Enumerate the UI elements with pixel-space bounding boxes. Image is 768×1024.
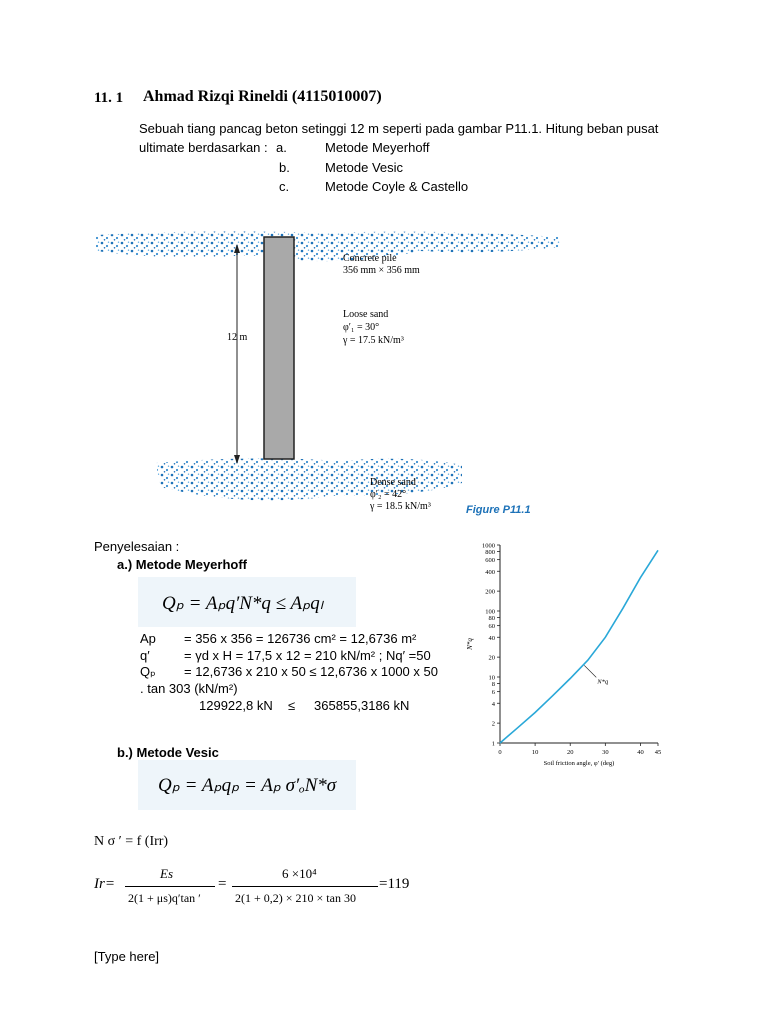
method-b-name: Metode Vesic	[325, 160, 404, 175]
ir-denominator-1: 2(1 + μs)q′tan ′	[128, 891, 201, 905]
x-tick-label: 40	[637, 749, 644, 756]
x-tick-label: 0	[498, 749, 502, 756]
y-tick-label: 8	[491, 680, 495, 688]
y-tick-label: 80	[488, 614, 495, 622]
curve-label-leader	[584, 665, 596, 677]
row-qp-name: Qₚ	[140, 664, 156, 679]
row-q-name: q′	[140, 648, 150, 663]
method-b-letter: b.	[279, 160, 290, 175]
loose-sand-label: Loose sand	[343, 309, 389, 320]
y-tick-label: 4	[491, 700, 495, 708]
row-q-value: = γd x H = 17,5 x 12 = 210 kN/m² ; Nq′ =50	[184, 648, 431, 663]
ir-numerator-2: 6 ×10⁴	[282, 866, 317, 881]
pile-label: Concrete pile	[343, 253, 397, 264]
equation-b: Qₚ = Aₚqₚ = Aₚ σ′ₒN*σ	[158, 775, 337, 796]
y-tick-label: 60	[488, 623, 495, 631]
equation-a: Qₚ = Aₚq′N*q ≤ Aₚqₗ	[162, 593, 323, 614]
x-tick-label: 20	[566, 749, 574, 756]
pile-length-label: 12 m	[227, 332, 248, 343]
problem-line-2: ultimate berdasarkan :	[139, 140, 268, 155]
pile-figure	[90, 225, 570, 530]
y-tick-label: 1	[491, 740, 495, 748]
ir-lhs: Ir=	[94, 876, 115, 892]
equals-sign: =	[218, 876, 227, 892]
meyerhoff-heading: a.) Metode Meyerhoff	[117, 557, 248, 572]
y-tick-label: 800	[485, 548, 495, 556]
x-tick-label: 45	[654, 749, 662, 756]
loose-sand-gamma: γ = 17.5 kN/m³	[343, 335, 404, 346]
method-c-letter: c.	[279, 179, 290, 194]
ir-result: =119	[379, 876, 410, 892]
curve-label: N*q	[597, 678, 609, 686]
nq-chart	[462, 535, 672, 775]
dense-sand-layer	[156, 458, 462, 500]
result-right: 365855,3186 kN	[314, 698, 410, 713]
author-name: Ahmad Rizqi Rineldi (4115010007)	[143, 88, 382, 105]
result-left: 129922,8 kN	[199, 698, 273, 713]
dense-sand-phi: φ′₂ = 42°	[370, 489, 407, 500]
y-tick-label: 200	[485, 588, 495, 596]
problem-line-1: Sebuah tiang pancag beton setinggi 12 m seperti pada gambar P11.1. Hitung beban pusat	[139, 121, 659, 136]
vesic-heading: b.) Metode Vesic	[117, 745, 219, 760]
tan-line: . tan 303 (kN/m²)	[140, 681, 238, 696]
method-a-letter: a.	[276, 140, 287, 155]
row-qp-value: = 12,6736 x 210 x 50 ≤ 12,6736 x 1000 x 50	[184, 664, 438, 679]
y-tick-label: 40	[488, 634, 495, 642]
y-tick-label: 400	[485, 568, 495, 576]
x-tick-label: 30	[602, 749, 609, 756]
y-tick-label: 20	[488, 654, 495, 662]
top-sand-layer	[96, 231, 560, 261]
nq-curve	[500, 550, 658, 743]
method-a-name: Metode Meyerhoff	[325, 140, 430, 155]
loose-sand-phi: φ′₁ = 30°	[343, 322, 380, 333]
figure-caption: Figure P11.1	[466, 504, 531, 516]
y-tick-label: 2	[491, 720, 495, 728]
x-tick-label: 10	[531, 749, 539, 756]
fraction-bar-2	[232, 886, 378, 887]
dense-sand-label: Dense sand	[370, 477, 416, 488]
concrete-pile	[264, 237, 294, 459]
ir-denominator-2: 2(1 + 0,2) × 210 × tan 30	[235, 891, 356, 905]
dense-sand-gamma: γ = 18.5 kN/m³	[370, 501, 431, 512]
y-tick-label: 6	[491, 689, 495, 697]
y-tick-label: 10	[488, 674, 495, 682]
y-tick-label: 600	[485, 557, 495, 565]
y-tick-label: 1000	[482, 542, 495, 550]
fraction-bar-1	[125, 886, 215, 887]
ir-numerator-1: Es	[160, 866, 173, 881]
result-leq: ≤	[288, 698, 296, 713]
x-axis-label: Soil friction angle, φ′ (deg)	[543, 760, 615, 767]
footer-placeholder: [Type here]	[94, 949, 160, 964]
pile-size-label: 356 mm × 356 mm	[343, 265, 420, 276]
method-c-name: Metode Coyle & Castello	[325, 179, 469, 194]
row-ap-value: = 356 x 356 = 126736 cm² = 12,6736 m²	[184, 631, 417, 646]
y-tick-label: 100	[485, 608, 495, 616]
solution-title: Penyelesaian :	[94, 539, 180, 554]
section-number: 11. 1	[94, 90, 124, 106]
n-sigma-line: N σ ′ = f (Irr)	[94, 834, 169, 849]
y-axis-label: N*q	[466, 638, 474, 650]
row-ap-name: Ap	[140, 631, 156, 646]
